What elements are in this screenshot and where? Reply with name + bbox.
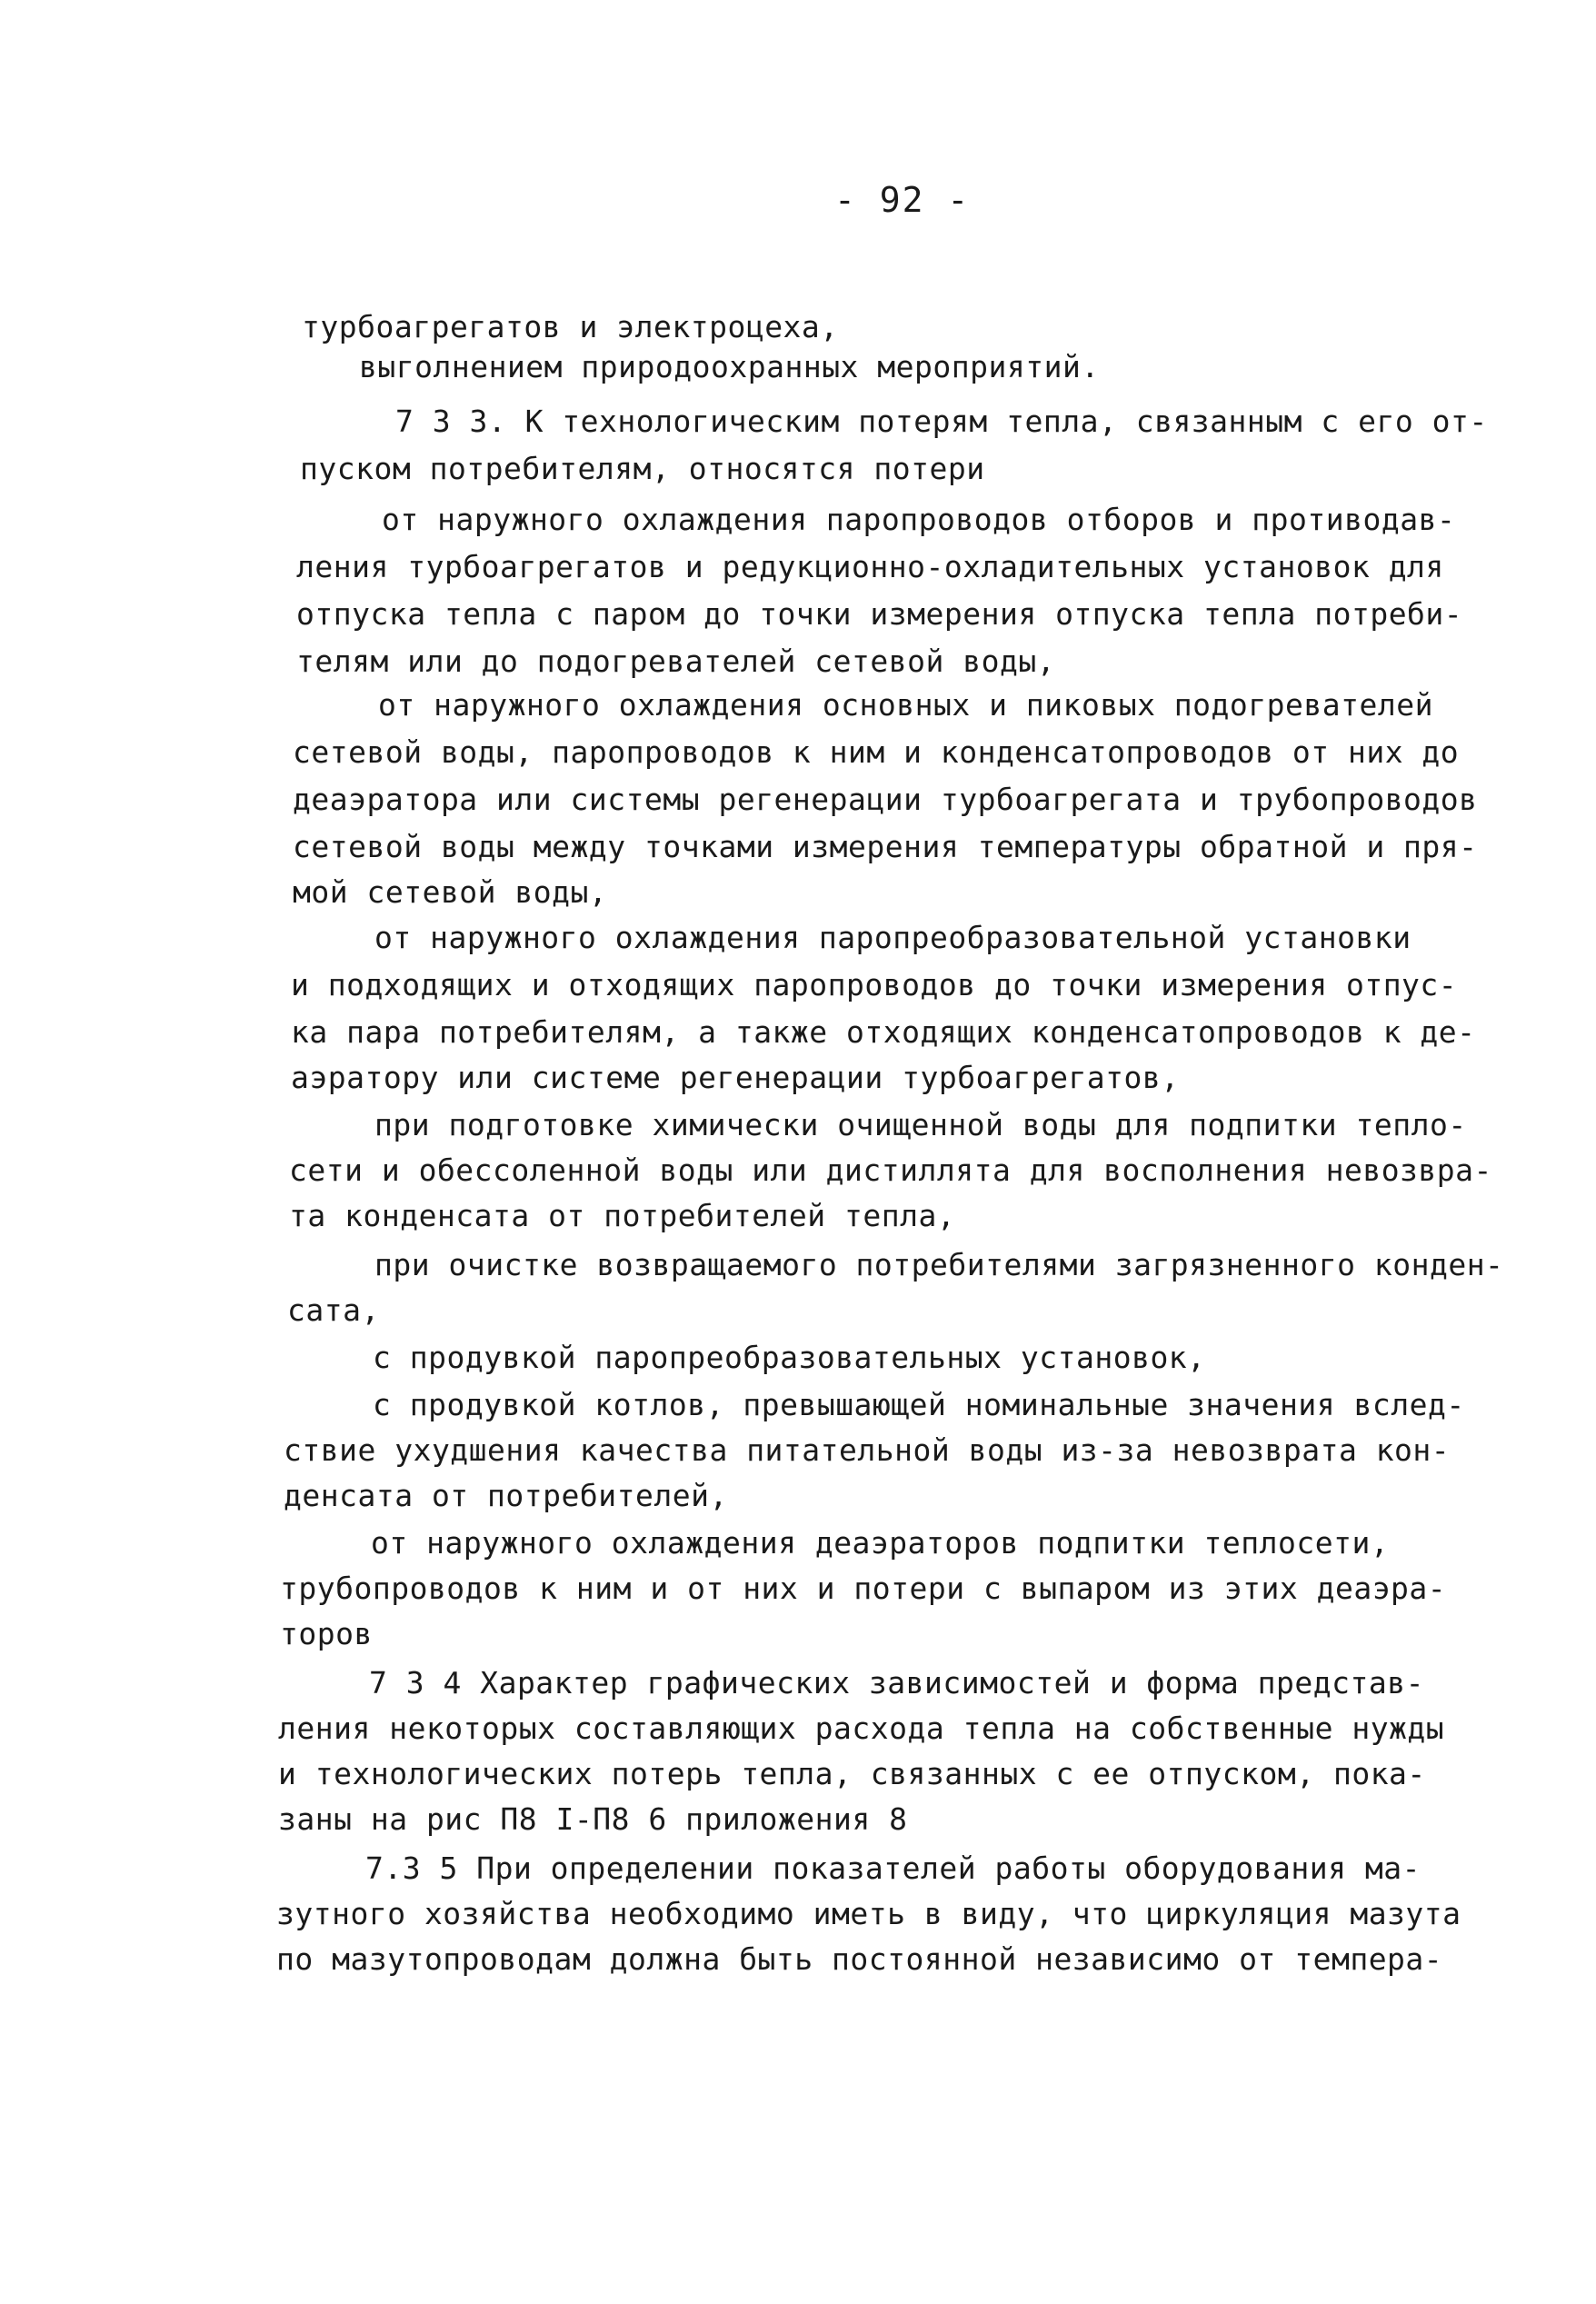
text-line: ления некоторых составляющих расхода тепла на собственные нужды	[278, 1711, 1445, 1746]
text-line: сетевой воды между точками измерения температуры обратной и пря-	[293, 829, 1478, 864]
text-line: мой сетевой воды,	[293, 874, 608, 910]
text-line: ления турбоагрегатов и редукционно-охладительных установок для	[296, 549, 1444, 584]
page-number: - 92 -	[834, 180, 971, 220]
text-line: 7 3 3. К технологическим потерям тепла, связанным с его от-	[395, 404, 1488, 439]
text-line: заны на рис П8 I-П8 6 приложения 8	[278, 1801, 908, 1837]
text-line: при очистке возвращаемого потребителями загрязненного конден-	[374, 1247, 1504, 1282]
text-line: ка пара потребителям, а также отходящих конденсатопроводов к де-	[291, 1014, 1476, 1050]
text-line: телям или до подогревателей сетевой воды,	[296, 643, 1056, 679]
text-line: зутного хозяйства необходимо иметь в виду, что циркуляция мазута	[276, 1896, 1461, 1931]
text-line: и подходящих и отходящих паропроводов до точки измерения отпус-	[291, 967, 1458, 1002]
text-line: торов	[280, 1616, 373, 1651]
text-line: с продувкой паропреобразовательных установок,	[373, 1340, 1206, 1375]
text-line: отпуска тепла с паром до точки измерения отпуска тепла потреби-	[296, 596, 1463, 632]
text-line: сети и обессоленной воды или дистиллята для восполнения невозвра-	[289, 1152, 1492, 1188]
text-line: выголнением природоохранных мероприятий.	[359, 349, 1100, 384]
text-line: по мазутопроводам должна быть постоянной независимо от темпера-	[276, 1941, 1443, 1977]
text-line: сетевой воды, паропроводов к ним и конденсатопроводов от них до	[293, 734, 1460, 770]
text-line: 7 3 4 Характер графических зависимостей и форма представ-	[369, 1665, 1424, 1701]
text-line: сата,	[287, 1292, 380, 1328]
text-line: при подготовке химически очищенной воды для подпитки тепло-	[374, 1107, 1467, 1142]
text-line: 7.3 5 При определении показателей работы оборудования ма-	[365, 1850, 1421, 1886]
text-line: от наружного охлаждения паропроводов отборов и противодав-	[382, 502, 1456, 537]
text-line: от наружного охлаждения основных и пиковых подогревателей	[378, 687, 1433, 723]
text-line: аэратору или системе регенерации турбоагрегатов,	[291, 1060, 1180, 1095]
text-line: денсата от потребителей,	[284, 1478, 728, 1513]
text-line: деаэратора или системы регенерации турбоагрегата и трубопроводов	[293, 782, 1478, 817]
text-line: от наружного охлаждения деаэраторов подпитки теплосети,	[371, 1525, 1390, 1561]
text-line: турбоагрегатов и электроцеха,	[302, 309, 839, 344]
text-line: ствие ухудшения качества питательной воды из-за невозврата кон-	[284, 1432, 1451, 1468]
text-line: и технологических потерь тепла, связанных с ее отпуском, пока-	[278, 1756, 1426, 1791]
text-line: с продувкой котлов, превышающей номинальные значения вслед-	[373, 1387, 1465, 1422]
text-line: трубопроводов к ним и от них и потери с выпаром из этих деаэра-	[280, 1571, 1447, 1606]
text-line: та конденсата от потребителей тепла,	[289, 1198, 956, 1233]
text-line: от наружного охлаждения паропреобразовательной установки	[374, 920, 1411, 955]
text-line: пуском потребителям, относятся потери	[300, 451, 985, 486]
